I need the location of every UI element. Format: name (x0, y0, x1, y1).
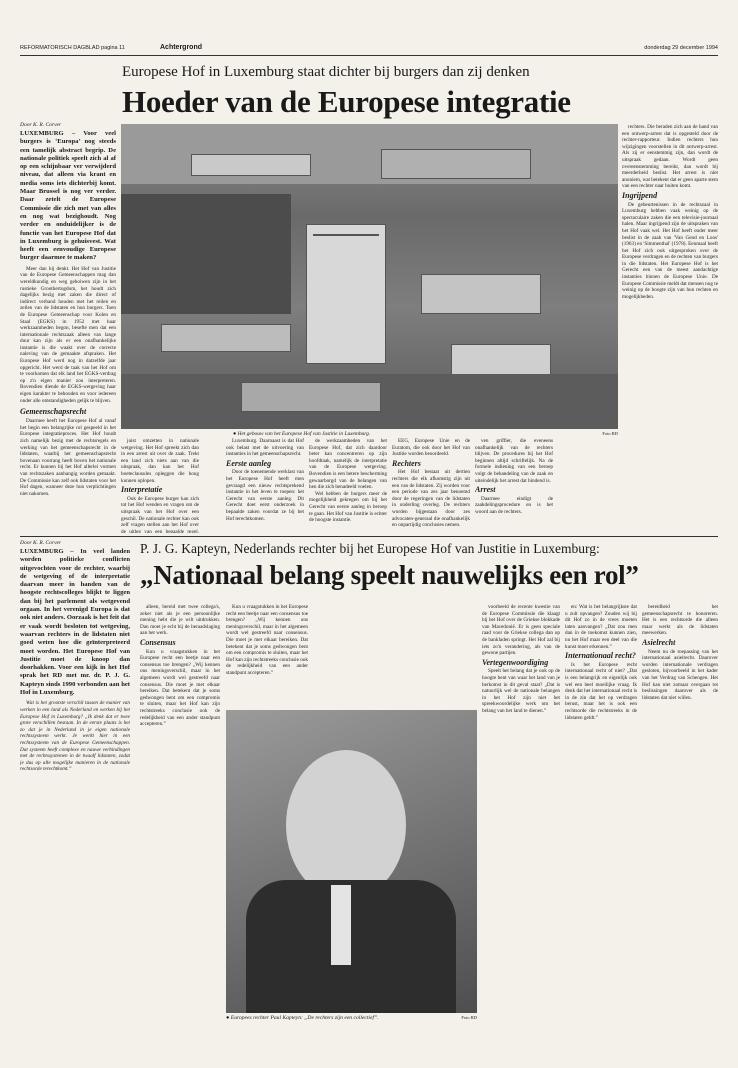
article1-col7-paragraph2: De gebeurtenissen in de rechtszaal in Luxemburg hebben vaak weinig op de spectaculaire zaken die een televisie-journaal halen. Maar ingrijpend zijn de uitspraken van het Hof vaak wel. Het Hof heeft onder meer beslist in de zaak van 'Van Gend en Loos' (1963) en 'Simmenthal' (1978). Eenmaal heeft het Hof zich ook uitgesproken over de Europese verdragen en de rechten van burgers in die lidstaten. Het Europese Hof is het Gerecht een van de meest aandachtige instanties binnen de Europese Unie. De Europese Commissie meldt dat mensen nog te weinig op de hoogte zijn van hun rechten en mogelijkheden. (622, 201, 718, 300)
article1-col6-paragraph: ven griffier, die eveneens onafhankelijk van de rechters blijven. De procedures bij het Hof beginnen altijd schriftelijk. Na de formele indiening van een beroep volgt de behandeling van de zaak en uiteindelijk het arrest dat bindend is. (475, 438, 553, 484)
article2-column-2b (226, 604, 308, 704)
article2-col5-paragraph: bereidheid het gemeenschapsrecht te honoreren. Het is een rechtsorde die alleen maar werkt als de lidstaten meewerken. (642, 604, 718, 637)
article2-column-1 (20, 540, 130, 1050)
article1-col7-paragraph: rechters. Die beraden zich aan de hand van een ontwerp-arrest dat is opgesteld door de rechter-rapporteur. Indien rechters hun wijzigingen voorstellen in dit ontwerp-arrest. Als zij er eenstemmig zijn, dan wordt de uitspraak gedaan. Wordt geen overeenstemming bereikt, dan wordt bij meerderheid beslist. Het arrest is niet anoniem, wat betekent dat er geen aparte stem van een rechter naar buiten komt. (622, 124, 718, 190)
article2-col3-paragraph: voorbeeld de recente kwestie van de Europese Commissie die klaagt bij het Hof over de Griekse blokkade van Macedonië. Er is geen speciale raad voor de Griekse collega dan op de bankladen springt. Het Hof zal bij iets zo'n verandering, als van de gewone partijen. (482, 604, 560, 657)
court-photo-caption (233, 431, 618, 437)
article1-col5-paragraph: EEG, Europese Unie en de Euratom, die ook door het Hof van Justitie worden beoordeeld. (392, 438, 470, 458)
article2-subhead-vertegenwoordiging: Vertegenwoordiging (482, 657, 549, 667)
article2-column-4 (565, 604, 637, 1050)
article1-col2-paragraph2: Ook de Europese burger kan zich tot het Hof wenden en vragen om de uitspraak van het Hof over een geschil. De nationale rechter kan ook zelf vragen stellen aan het Hof over de uitleg van een bepaalde regel. (121, 495, 199, 533)
article1-column-7 (622, 124, 718, 534)
article2-column-2 (140, 604, 220, 1050)
caption-text-2: Europees rechter Paul Kapteyn: „De rechters zijn een collectief”. (230, 1015, 379, 1021)
article1-col6-paragraph2: Daarmee eindigt de zaakdelingsprocedure en is het woord aan de rechters. (475, 495, 553, 515)
article1-column-2 (121, 438, 199, 533)
article1-col2-paragraph: juist omzetten in nationale wetgeving. Het Hof spreekt zich dan in een arrest uit over de zaak. Trekt een land zich niets aan van die uitspraak, dan kan het Hof boeteclausules opleggen die hoog kunnen oplopen. (121, 438, 199, 484)
article2-col4-paragraph2: Is het Europese recht internationaal recht of niet? „Dat is een belangrijk en eigenlijk ook wel een heel moeilijke vraag. Ik denk dat het internationaal recht is in de zin dat het op verdragen berust, maar het is ook een rechtsorde die rechtstreeks in de lidstaten geldt.” (565, 661, 637, 721)
article1-headline: Hoeder van de Europese integratie (122, 84, 571, 119)
article2-column-3 (482, 604, 560, 1050)
article1-col4-paragraph2: Wel hebben de burgers meer de mogelijkheid gekregen om bij het Gerecht van eerste aanleg in beroep te gaan. Het Hof van Justitie is echter de hoogste instantie. (309, 490, 387, 524)
article1-col4-paragraph: de werkzaamheden van het Europese Hof, dat zich daardoor beter kan concentreren op zijn hoofdtaak, namelijk de interpretatie van de Europese wetgeving. Bovendien is een betere bescherming gewaarborgd van de belangen van hen die zich benadeeld voelen. (309, 438, 387, 491)
article1-col1-paragraph2: Daarmee heeft het Europese Hof al vanaf het begin een belangrijke rol gespeeld in het Europese integratieproces. Het Hof houdt zich namelijk bezig met de rechtsregels en werking van het gemeenschapsrecht in de lidstaten, waarbij het gemeenschapsrecht bovenaan voorrang heeft boven het nationale recht. Er kunnen bij het Hof allerlei vormen van rechtszaken aanhangig worden gemaakt. De Commissie kan zelf ook lidstaten voor het Hof dagen, wanneer deze hun verplichtingen niet nakomen. (20, 418, 116, 497)
article1-col3-paragraph2: Door de toenemende werklast van het Europese Hof heeft men gevraagd een nieuw rechtsprekend instantie in het leven te roepen: het Gerecht van eerste aanleg. Dit Gerecht doet eerst onderzoek in bepaalde zaken voordat ze bij het Hof terechtkomen. (226, 469, 304, 522)
article2-col3-paragraph2: Speelt het belang dat je ook op de hoogte bent van waar het land van je herkomst in dit geval staat? „Dat is natuurlijk wel de nationale belangen in het Hof zijn niet het spreekwoordelijke werk om het belang van het land te dienen.” (482, 668, 560, 714)
article1-subhead-gemeenschapsrecht: Gemeenschapsrecht (20, 407, 87, 417)
article1-col3-paragraph: Luxemburg. Daarnaast is dat Hof ook belast met de uitvoering van instanties in het gemeenschapsrecht. (226, 438, 304, 458)
article2-col2-paragraph: alleen, bereid met twee collega's, zeker niet als je een persoonlijke mening hebt die je wilt uitdrukken. Dan moet je echt bij de beraadslaging aan het werk. (140, 604, 220, 637)
article2-col1-text (20, 700, 130, 773)
court-photo-credit: Foto RD (602, 431, 618, 436)
article1-byline: Door K. R. Corver (20, 122, 62, 128)
article1-col1-text (20, 266, 116, 404)
article2-subhead-asielrecht: Asielrecht (642, 637, 676, 647)
article1-subhead-arrest: Arrest (475, 485, 496, 495)
article1-column-3 (226, 438, 304, 533)
masthead (20, 40, 718, 56)
article1-col1-paragraph: Meer dan hij denkt. Het Hof van Justitie van de Europese Gemeenschappen mag dan wereldkundig en weg gehoiwen zijn in het rustieke Groothertogdom, het houdt zich dagelijks bezig met zaken die direct of indirect verband houden met het reilen en zeilen van de lidstaten en hun burgers. Toen de Europese Gemeenschap voor Kolen en Staal (EGKS) in 1952 met haar werkzaamheden begon, besefte men dat een internationale rechtszaak alleen van lange duur kan zijn als er een onafhankelijke instantie is die waakt over de correcte naleving van de gemaakte afspraken. Het Europese Hof werd nog in datzelfde jaar opgericht. Het werd de taak van het Hof om te voorkomen dat elk land het EGKS-verdrag op z'n eigen manier zou interpreteren. Bovendien diende de EGKS-wetgeving haar eigen karakter te behouden en voor iedereen onder alle omstandigheden gelijk te blijven. (20, 265, 116, 404)
article2-col2-paragraph2: Kun u vraagstukken in het Europese recht een beetje naar een consensus toe brengen? „Wij kennen ons meningsverschil, maar in het algemeen wordt wel gestreefd naar consensus. Die moet je met elkaar bereiken. Dat betekent dat je soms gedwongen bent om een compromis te sluiten, maar het Hof kan zijn rechtstreeks conclusie ook de redelijkheid van een ander standpunt accepteren.” (140, 648, 220, 728)
article2-col4-paragraph: en: Wat is het belangrijkste dat u zult opvangen? Zouden wij bij dit Hof zo in de vrees moeten laten aanvangen? „Dat zou men dan in de toekomst kunnen zien, nu het Hof maar een deel van die kunst moet erkennen.” (565, 604, 637, 650)
article1-column-5 (392, 438, 470, 533)
article1-subhead-interpretatie: Interpretatie (121, 485, 163, 495)
court-building-photo (121, 124, 618, 429)
article2-subhead-internationaal-recht: Internationaal recht? (565, 651, 636, 661)
article1-column-4 (309, 438, 387, 533)
date-label: donderdag 29 december 1994 (644, 44, 718, 51)
article1-lead: LUXEMBURG – Voor veel burgers is ‘Europa’ nog steeds een tamelijk abstract begrip. De nationale politiek speelt zich al af op een schijnbaar ver verwijderd niveau, dat alleen via krant en media soms iets dichterbij komt. Maar Brussel is nog ver verder. Daar zetelt de Europese Commissie die zich met van alles en nog wat bezighoudt. Nog verder en onduidelijker is de functie van het Europese Hof dat in Luxemburg is gehuisvest. Wat heeft een eenvoudige Europese burger daarmee te maken? (20, 130, 116, 262)
article2-subhead-consensus: Consensus (140, 637, 176, 647)
caption-text-1: Het gebouw van het Europese Hof van Justitie in Luxemburg. (237, 431, 371, 437)
kapteyn-photo-credit: Foto RD (461, 1015, 477, 1020)
article1-column-6 (475, 438, 553, 533)
newspaper-page-label: REFORMATORISCH DAGBLAD pagina 11 (20, 44, 125, 51)
kapteyn-caption-text: ● Europees rechter Paul Kapteyn: „De rechters zijn een collectief”. (226, 1015, 379, 1021)
kapteyn-photo-caption (226, 1015, 477, 1021)
article1-kicker: Europese Hof in Luxemburg staat dichter bij burgers dan zij denken (122, 64, 530, 80)
article1-col1-text2 (20, 418, 116, 497)
article1-col5-paragraph2: Het Hof bestaat uit dertien rechters die elk afkomstig zijn uit een van de lidstaten. Zij worden voor een periode van zes jaar benoemd door de regeringen van de lidstaten in onderling overleg. De rechters worden bijgestaan door zes advocaten-generaal die onafhankelijk en onpartijdig conclusies nemen. (392, 469, 470, 529)
article1-subhead-rechters: Rechters (392, 458, 421, 468)
section-label: Achtergrond (160, 44, 202, 51)
court-photo-caption-text: ● Het gebouw van het Europese Hof van Justitie in Luxemburg. (233, 431, 371, 437)
article1-subhead-eerste-aanleg: Eerste aanleg (226, 458, 272, 468)
article2-column-5 (642, 604, 718, 1050)
article2-lead: LUXEMBURG – In veel landen worden politieke conflicten uitgevochten voor de rechter, waarbij de wetgeving of de interpretatie daarvan meer in handen van de hoogste rechtscolleges blijkt te liggen dan bij het parlement als wetgevend orgaan. In het verenigd Europa is dat ook niet anders. Oorzaak is het feit dat er vaak wordt besloten tot wetgeving, waarvan rechters in de lidstaten niet goed weten hoe die geïnterpreteerd moet worden. Het Europese Hof van Justitie moet de knoop dan doorhakken. Voor een kijk in het Hof sprak het RD met mr. dr. P. J. G. Kapteyn sinds 1990 verbonden aan het Hof in Luxemburg. (20, 548, 130, 697)
article2-col1-paragraph: Wat is het grootste verschil tussen de manier van werken in een land als Nederland en werken bij het Europese Hof in Luxemburg? „Ik denk dat er twee grote verschillen bestaan. In de eerste plaats is het zo dat je in Nederland in je eigen nationale rechtssysteem werkt. Je werkt hier in een rechtssysteem van de Europese Gemeenschappen. Dat systeem heeft complexe en nauwe verbindingen met de rechtssystemen in de twaalf lidstaten, zodat je dus op alle mogelijke manieren in de nationale rechtsorde terechtkomt.” (20, 700, 130, 773)
article1-column-1 (20, 122, 116, 532)
article1-subhead-ingrijpend: Ingrijpend (622, 190, 658, 200)
article2-kicker: P. J. G. Kapteyn, Nederlands rechter bij het Europese Hof van Justitie in Luxemburg: (140, 541, 600, 556)
article2-col2b-paragraph: Kun u vraagstukken in het Europese recht een beetje naar een consensus toe brengen? „Wij kennen ons meningsverschil, maar in het algemeen wordt wel gestreefd naar consensus. Die moet je met elkaar bereiken. Dat betekent dat je soms gedwongen bent om een compromis te sluiten, maar het Hof kan zijn rechtstreeks conclusie ook de redelijkheid van een ander standpunt accepteren.” (226, 604, 308, 676)
kapteyn-portrait-photo (226, 710, 477, 1013)
article2-col5-paragraph2: Neem nu de toepassing van het internationaal asielrecht. Daarover worden internationale verdragen gesloten, bijvoorbeeld in het kader van het Verdrag van Schengen. Het Hof kan niet zomaar overgaan tot beslissingen daarover als de lidstaten dat niet willen. (642, 648, 718, 701)
article2-headline: „Nationaal belang speelt nauwelijks een rol” (140, 560, 639, 590)
article2-byline: Door K. R. Corver (20, 540, 62, 546)
section-divider (20, 536, 718, 537)
